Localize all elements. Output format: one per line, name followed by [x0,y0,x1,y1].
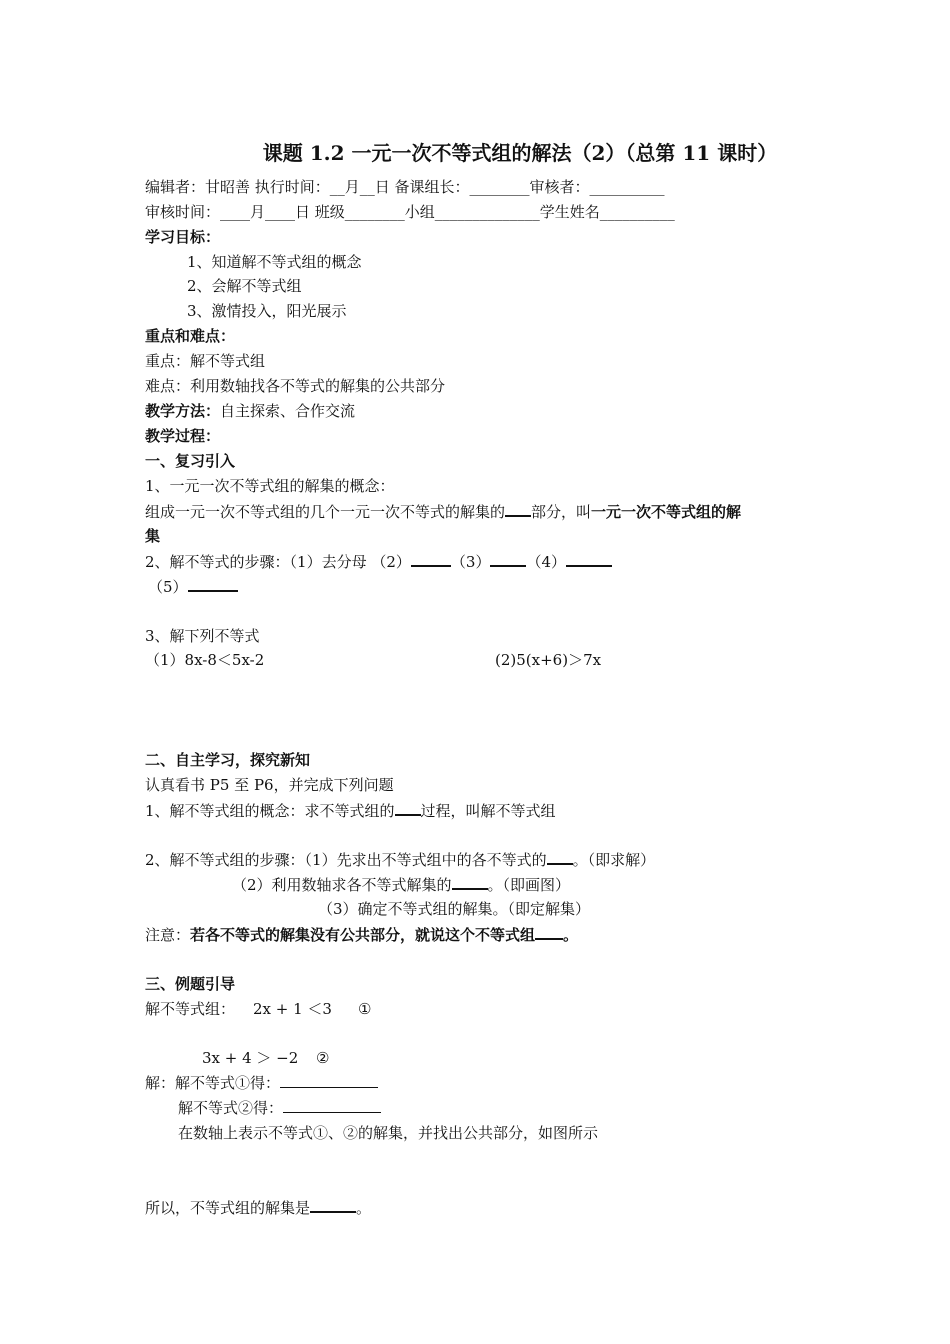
step-1 [145,849,655,870]
goal-item: 1、知道解不等式组的概念 [187,253,362,271]
question-2-step5 [148,576,238,597]
fill-blank[interactable] [395,800,421,816]
fill-blank[interactable] [490,551,526,567]
question-3: 3、解下列不等式 [145,627,260,645]
section2-intro: 认真看书 P5 至 P6，并完成下列问题 [145,776,394,794]
conclusion-text: 。 [356,1199,372,1217]
steps-text: （5） [148,578,188,596]
definition-term-continued: 集 [145,527,161,545]
note-text: 。 [563,926,579,944]
step-text: 。（即画图） [487,876,571,894]
fill-blank[interactable] [280,1073,378,1088]
step-text: 。（即求解） [572,851,656,869]
inequality-b: (2)5(x+6)＞7x [495,651,602,669]
goals-heading: 学习目标： [145,228,221,246]
definition-text: 组成一元一次不等式组的几个一元一次不等式的解集的 [145,503,506,521]
fill-blank[interactable] [535,924,563,940]
teaching-method [145,401,355,421]
difficulty-point: 难点：利用数轴找各不等式的解集的公共部分 [145,377,446,395]
process-heading: 教学过程： [145,427,221,445]
conclusion-text: 所以，不等式组的解集是 [145,1199,311,1217]
steps-text: （4） [526,553,566,571]
step-2 [232,874,570,895]
solution-line-2 [178,1098,381,1118]
fill-blank[interactable] [411,551,451,567]
example-inequality-2: 3x + 4 ＞ −2 [202,1049,299,1067]
teaching-method-label: 教学方法： [145,402,221,420]
step-text: （2）利用数轴求各不等式解集的 [232,876,452,894]
solution-text: 解不等式②得： [178,1099,284,1117]
page-title: 课题 1.2 一元一次不等式组的解法（2）（总第 11 课时） [262,141,778,165]
circle-1-marker: ① [358,1000,372,1018]
steps-text: 2、解不等式的步骤：（1）去分母 （2） [145,553,411,571]
fill-blank[interactable] [283,1098,381,1113]
example-inequality-1: 2x + 1 ＜3 [253,1000,332,1018]
solution-line-3: 在数轴上表示不等式①、②的解集，并找出公共部分，如图所示 [178,1124,599,1142]
definition-term: 一元一次不等式组的解 [591,503,742,521]
header-line-2: 审核时间：____月____日 班级________小组______________学生姓名__________ [145,203,675,221]
concept-text: 1、解不等式组的概念：求不等式组的 [145,802,395,820]
question-1-definition [145,501,741,522]
header-line-1: 编辑者：甘昭善 执行时间：__月__日 备课组长：________审核者：__________ [145,178,665,196]
step-3: （3）确定不等式组的解集。（即定解集） [318,900,591,918]
steps-text: （3） [450,553,491,571]
note [145,924,578,945]
step-text: 2、解不等式组的步骤：（1）先求出不等式组中的各不等式的 [145,851,547,869]
question-2 [145,551,612,572]
fill-blank[interactable] [547,849,573,865]
goal-item: 3、激情投入，阳光展示 [187,302,347,320]
question-1: 1、一元一次不等式组的解集的概念： [145,477,395,495]
fill-blank[interactable] [188,576,238,592]
fill-blank[interactable] [452,874,488,890]
inequality-a: （1）8x-8＜5x-2 [145,651,265,669]
fill-blank[interactable] [310,1197,356,1213]
concept-question [145,800,556,821]
example-label: 解不等式组： [145,1000,236,1018]
goal-item: 2、会解不等式组 [187,277,302,295]
teaching-method-text: 自主探索、合作交流 [220,402,356,420]
solution-text: 解：解不等式①得： [145,1074,281,1092]
solution-line-1 [145,1073,378,1093]
note-text: 若各不等式的解集没有公共部分，就说这个不等式组 [190,926,536,944]
circle-2-marker: ② [316,1049,330,1067]
key-points-heading: 重点和难点： [145,327,236,345]
conclusion [145,1197,371,1218]
key-point: 重点：解不等式组 [145,352,266,370]
section3-heading: 三、例题引导 [145,975,236,993]
section1-heading: 一、复习引入 [145,452,236,470]
note-label: 注意： [145,926,191,944]
fill-blank[interactable] [566,551,612,567]
fill-blank[interactable] [505,501,531,517]
section2-heading: 二、自主学习，探究新知 [145,751,311,769]
definition-text: 部分，叫 [531,503,592,521]
concept-text: 过程，叫解不等式组 [420,802,556,820]
